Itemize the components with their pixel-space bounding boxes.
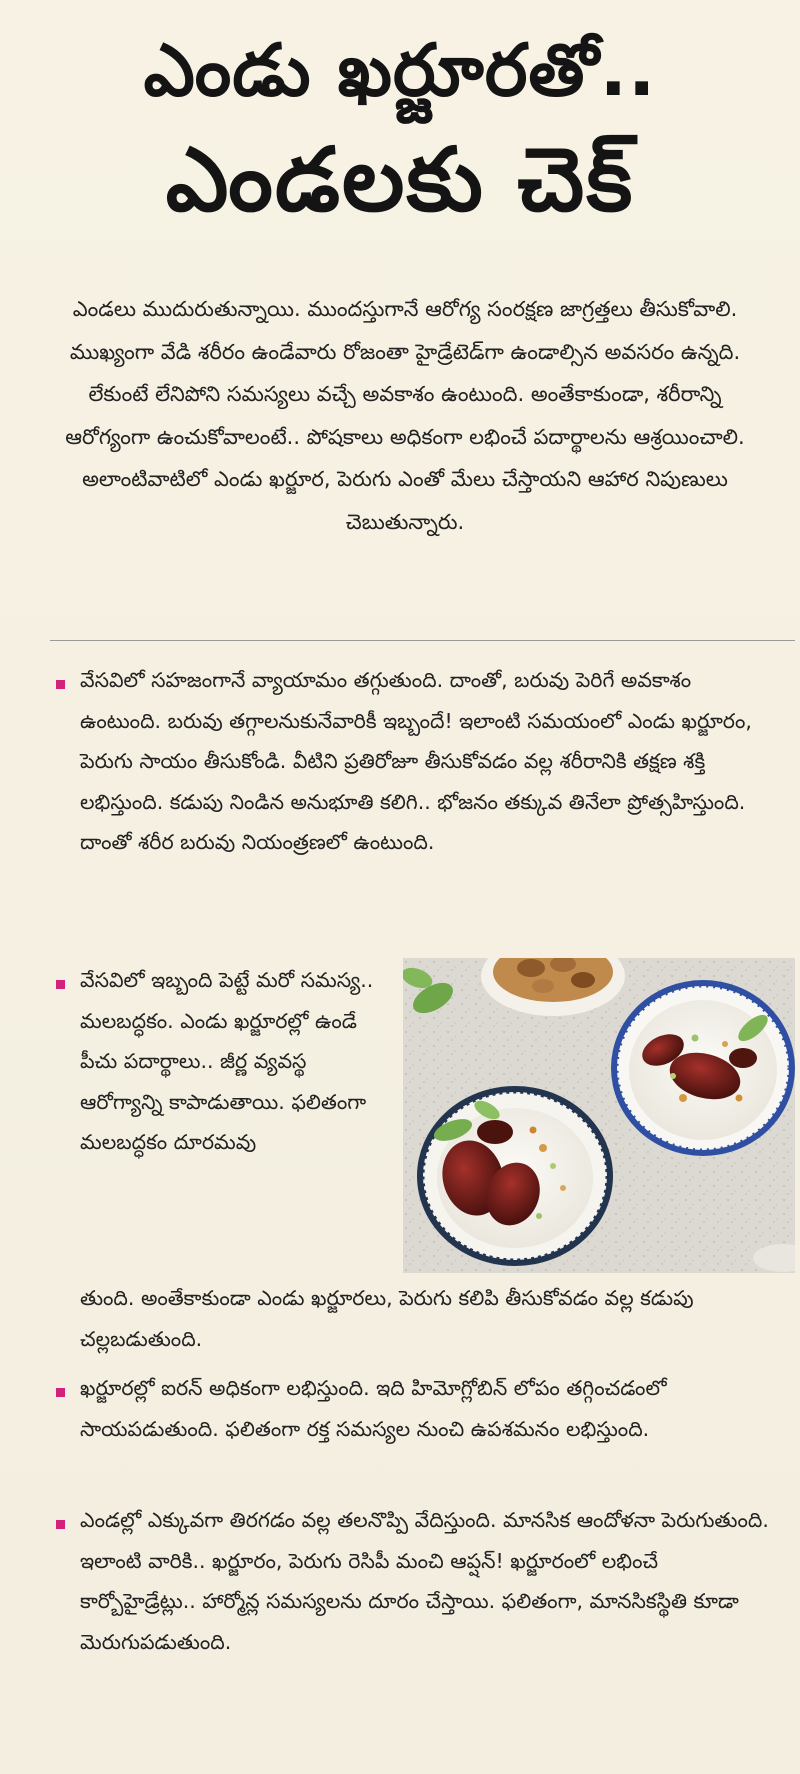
bullet-paragraph-2-part-1: వేసవిలో ఇబ్బంది పెట్టే మరో సమస్య.. మలబద్ధకం. ఎండు ఖర్జూరల్లో ఉండే పీచు పదార్థాలు.. జీర్ణ వ్యవస్థ ఆరోగ్యాన్ని కాపాడుతాయి. ఫలితంగా మలబద్ధకం దూరమవు <box>80 968 374 1154</box>
bullet-paragraph-1: వేసవిలో సహజంగానే వ్యాయామం తగ్గుతుంది. దాంతో, బరువు పెరిగే అవకాశం ఉంటుంది. బరువు తగ్గాలనుకునేవారికీ ఇబ్బందే! ఇలాంటి సమయంలో ఎండు ఖర్జూరం, పెరుగు సాయం తీసుకోండి. వీటిని ప్రతిరోజూ తీసుకోవడం వల్ల శరీరానికి తక్షణ శక్తి లభిస్తుంది. కడుపు నిండిన అనుభూతి కలిగి.. భోజనం తక్కువ తినేలా ప్రోత్సహిస్తుంది. దాంతో శరీర బరువు నియంత్రణలో ఉంటుంది. <box>80 668 752 854</box>
bullet-paragraph-3: ఖర్జూరల్లో ఐరన్ అధికంగా లభిస్తుంది. ఇది హిమోగ్లోబిన్ లోపం తగ్గించడంలో సాయపడుతుంది. ఫలితంగా రక్త సమస్యల నుంచి ఉపశమనం లభిస్తుంది. <box>80 1376 667 1441</box>
bullet-marker <box>56 980 65 989</box>
dates-yogurt-photo <box>403 958 795 1273</box>
bullet-paragraph-2-part-2: తుంది. అంతేకాకుండా ఎండు ఖర్జూరలు, పెరుగు కలిపి తీసుకోవడం వల్ల కడుపు చల్లబడుతుంది. <box>80 1286 694 1351</box>
headline-line-1: ఎండు ఖర్జూరతో.. <box>143 28 657 112</box>
bullet-marker <box>56 1520 65 1529</box>
dates-yogurt-illustration <box>403 958 795 1273</box>
bullet-paragraph-4: ఎండల్లో ఎక్కువగా తిరగడం వల్ల తలనొప్పి వేదిస్తుంది. మానసిక ఆందోళనా పెరుగుతుంది. ఇలాంటి వారికి.. ఖర్జూరం, పెరుగు రెసిపీ మంచి ఆప్షన్! ఖర్జూరంలో లభించే కార్బోహైడ్రేట్లు.. హార్మోన్ల సమస్యలను దూరం చేస్తాయి. ఫలితంగా, మానసికస్థితి కూడా మెరుగుపడుతుంది. <box>80 1508 769 1654</box>
bullet-marker <box>56 680 65 689</box>
bullet-marker <box>56 1388 65 1397</box>
headline-line-2: ఎండలకు చెక్ <box>165 128 635 231</box>
intro-paragraph: ఎండలు ముదురుతున్నాయి. ముందస్తుగానే ఆరోగ్య సంరక్షణ జాగ్రత్తలు తీసుకోవాలి. ముఖ్యంగా వేడి శరీరం ఉండేవారు రోజంతా హైడ్రేటెడ్‌గా ఉండాల్సిన అవసరం ఉన్నది. లేకుంటే లేనిపోని సమస్యలు వచ్చే అవకాశం ఉంటుంది. అంతేకాకుండా, శరీరాన్ని ఆరోగ్యంగా ఉంచుకోవాలంటే.. పోషకాలు అధికంగా లభించే పదార్థాలను ఆశ్రయించాలి. అలాంటివాటిలో ఎండు ఖర్జూర, పెరుగు ఎంతో మేలు చేస్తాయని ఆహార నిపుణులు చెబుతున్నారు. <box>65 297 745 534</box>
